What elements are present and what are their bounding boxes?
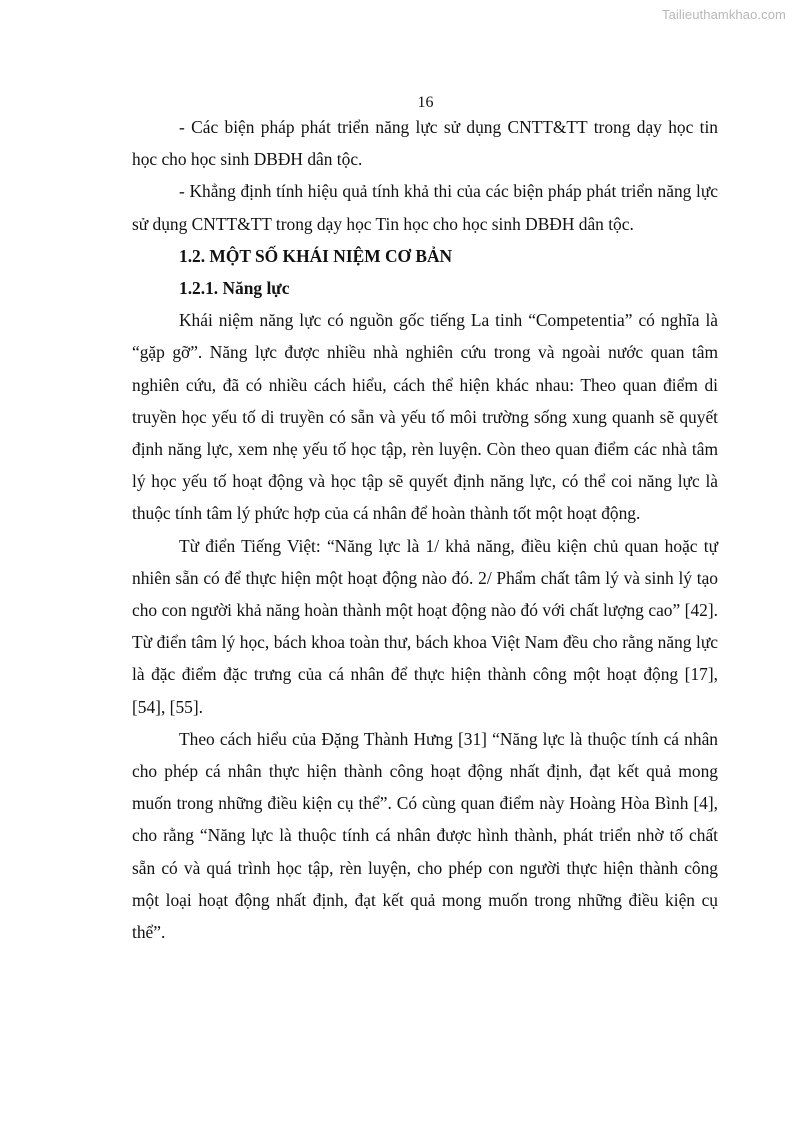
page-number: 16: [417, 94, 434, 111]
paragraph-author-views: Theo cách hiểu của Đặng Thành Hưng [31] “Năng lực là thuộc tính cá nhân cho phép cá nhân thực hiện thành công hoạt động nhất định, đạt kết quả mong muốn trong những điều kiện cụ thể”. Có cùng quan điểm này Hoàng Hòa Bình [4], cho rằng “Năng lực là thuộc tính cá nhân được hình thành, phát triển nhờ tố chất sẵn có và quá trình học tập, rèn luyện, cho phép con người thực hiện thành công một loại hoạt động nhất định, đạt kết quả mong muốn trong những điều kiện cụ thể”.: [132, 728, 718, 943]
paragraph-affirmation: - Khẳng định tính hiệu quả tính khả thi của các biện pháp phát triển năng lực sử dụng CNTT&TT trong dạy học Tin học cho học sinh DBĐH dân tộc.: [132, 181, 718, 234]
paragraph-dictionary-definition: Từ điển Tiếng Việt: “Năng lực là 1/ khả năng, điều kiện chủ quan hoặc tự nhiên sẵn có để thực hiện một hoạt động nào đó. 2/ Phẩm chất tâm lý và sinh lý tạo cho con người khả năng hoàn thành một hoạt động nào đó với chất lượng cao” [42]. Từ điển tâm lý học, bách khoa toàn thư, bách khoa Việt Nam đều cho rằng năng lực là đặc điểm đặc trưng của cá nhân để thực hiện thành công một hoạt động [17], [54], [55].: [132, 535, 718, 717]
section-heading-basic-concepts: 1.2. MỘT SỐ KHÁI NIỆM CƠ BẢN: [179, 245, 453, 266]
watermark-text: Tailieuthamkhao.com: [661, 7, 786, 22]
subsection-heading-competence: 1.2.1. Năng lực: [179, 278, 290, 299]
paragraph-solutions: - Các biện pháp phát triển năng lực sử dụng CNTT&TT trong dạy học tin học cho học sinh DBĐH dân tộc.: [132, 117, 718, 170]
paragraph-competence-definition: Khái niệm năng lực có nguồn gốc tiếng La tinh “Competentia” có nghĩa là “gặp gỡ”. Năng lực được nhiều nhà nghiên cứu trong và ngoài nước quan tâm nghiên cứu, đã có nhiều cách hiểu, cách thể hiện khác nhau: Theo quan điểm di truyền học yếu tố di truyền có sẵn và yếu tố môi trường sống xung quanh sẽ quyết định năng lực, xem nhẹ yếu tố học tập, rèn luyện. Còn theo quan điểm các nhà tâm lý học yếu tố hoạt động và học tập sẽ quyết định năng lực, có thể coi năng lực là thuộc tính tâm lý phức hợp của cá nhân để hoàn thành tốt một hoạt động.: [132, 310, 718, 524]
document-body: [132, 111, 718, 948]
